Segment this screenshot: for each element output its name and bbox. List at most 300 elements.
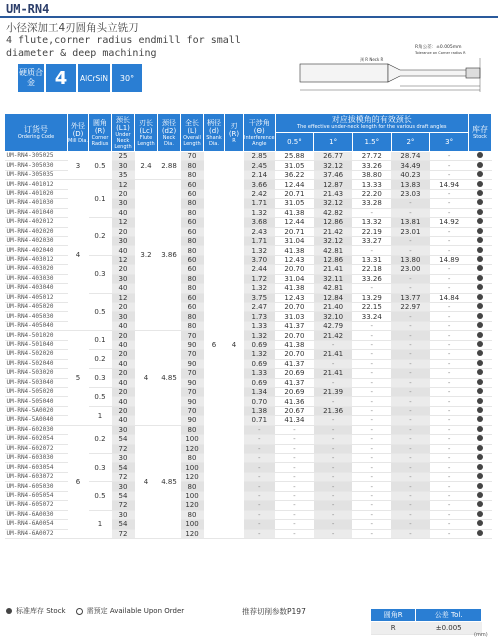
neck-length: 40 bbox=[112, 340, 135, 349]
interference-angle: - bbox=[244, 472, 276, 481]
eff-len-2: 13.81 bbox=[391, 218, 430, 227]
ordering-code: UM-RN4-403020 bbox=[5, 265, 68, 274]
table-row[interactable] bbox=[5, 331, 492, 340]
stock-dot-icon bbox=[477, 162, 483, 168]
stock-dot-icon bbox=[477, 284, 483, 290]
eff-len-1: - bbox=[314, 378, 353, 387]
tol-head-tol: 公差 Tol. bbox=[416, 609, 482, 622]
eff-len-15: 22.18 bbox=[352, 265, 391, 274]
stock-dot-icon bbox=[477, 303, 483, 309]
stock-dot-icon bbox=[477, 190, 483, 196]
col-code: 订货号 Ordering Code bbox=[5, 114, 68, 152]
eff-len-15: - bbox=[352, 482, 391, 491]
eff-len-1: - bbox=[314, 472, 353, 481]
corner-radius: 0.3 bbox=[89, 454, 112, 482]
eff-len-1: 21.41 bbox=[314, 265, 353, 274]
interference-angle: 1.38 bbox=[244, 406, 276, 415]
mill-dia: 6 bbox=[68, 425, 89, 538]
ordering-code: UM-RN4-603072 bbox=[5, 472, 68, 481]
coating-badge: AlCrSiN bbox=[78, 64, 110, 92]
neck-length: 20 bbox=[112, 387, 135, 396]
eff-len-2: - bbox=[391, 510, 430, 519]
eff-len-2: 23.00 bbox=[391, 265, 430, 274]
eff-len-2: - bbox=[391, 444, 430, 453]
eff-len-05: 41.38 bbox=[275, 208, 314, 217]
overall-length: 60 bbox=[181, 180, 204, 189]
ordering-code: UM-RN4-305035 bbox=[5, 170, 68, 179]
interference-angle: - bbox=[244, 510, 276, 519]
stock-dot-icon bbox=[477, 313, 483, 319]
eff-len-2: - bbox=[391, 435, 430, 444]
eff-len-3: - bbox=[430, 463, 469, 472]
flute-r: 4 bbox=[225, 152, 244, 539]
interference-angle: 1.33 bbox=[244, 321, 276, 330]
eff-len-05: 20.67 bbox=[275, 406, 314, 415]
stock-dot-icon bbox=[477, 454, 483, 460]
legend-order: 需预定 Available Upon Order bbox=[86, 607, 185, 615]
stock-cell bbox=[469, 350, 492, 359]
stock-cell bbox=[469, 340, 492, 349]
eff-len-3: - bbox=[430, 406, 469, 415]
interference-angle: 0.70 bbox=[244, 397, 276, 406]
eff-len-05: 31.04 bbox=[275, 236, 314, 245]
table-row[interactable] bbox=[5, 152, 492, 161]
overall-length: 80 bbox=[181, 312, 204, 321]
eff-len-05: 31.05 bbox=[275, 199, 314, 208]
eff-len-1: - bbox=[314, 529, 353, 538]
overall-length: 90 bbox=[181, 340, 204, 349]
ordering-code: UM-RN4-405030 bbox=[5, 312, 68, 321]
eff-len-1: 12.84 bbox=[314, 293, 353, 302]
stock-cell bbox=[469, 227, 492, 236]
stock-dot-icon bbox=[477, 294, 483, 300]
col-theta: 干涉角 (Θ) Interference Angle bbox=[244, 114, 276, 152]
neck-length: 30 bbox=[112, 236, 135, 245]
eff-len-2: - bbox=[391, 340, 430, 349]
interference-angle: - bbox=[244, 520, 276, 529]
eff-len-1: 21.41 bbox=[314, 369, 353, 378]
corner-radius: 0.2 bbox=[89, 218, 112, 256]
stock-dot-icon bbox=[477, 473, 483, 479]
neck-length: 12 bbox=[112, 218, 135, 227]
interference-angle: 2.42 bbox=[244, 189, 276, 198]
unit-label: (mm) bbox=[474, 632, 488, 638]
eff-len-3: - bbox=[430, 444, 469, 453]
eff-len-05: 20.71 bbox=[275, 227, 314, 236]
eff-len-1: - bbox=[314, 501, 353, 510]
col-stock: 库存 Stock bbox=[469, 114, 492, 152]
eff-len-3: - bbox=[430, 491, 469, 500]
eff-len-05: 41.36 bbox=[275, 397, 314, 406]
stock-cell bbox=[469, 152, 492, 161]
stock-cell bbox=[469, 369, 492, 378]
col-rr: 刃 (R) R bbox=[225, 114, 244, 152]
stock-cell bbox=[469, 189, 492, 198]
overall-length: 60 bbox=[181, 227, 204, 236]
eff-len-05: - bbox=[275, 425, 314, 434]
overall-length: 60 bbox=[181, 265, 204, 274]
overall-length: 80 bbox=[181, 208, 204, 217]
neck-length: 40 bbox=[112, 321, 135, 330]
eff-len-15: - bbox=[352, 378, 391, 387]
stock-cell bbox=[469, 529, 492, 538]
interference-angle: 1.71 bbox=[244, 236, 276, 245]
overall-length: 80 bbox=[181, 425, 204, 434]
eff-len-05: - bbox=[275, 529, 314, 538]
overall-length: 70 bbox=[181, 369, 204, 378]
col-angle-05: 0.5° bbox=[275, 133, 314, 152]
eff-len-2: 40.23 bbox=[391, 170, 430, 179]
neck-length: 30 bbox=[112, 482, 135, 491]
interference-angle: 1.34 bbox=[244, 387, 276, 396]
eff-len-3: 14.92 bbox=[430, 218, 469, 227]
stock-dot-icon bbox=[477, 398, 483, 404]
stock-dot-icon bbox=[477, 171, 483, 177]
ordering-code: UM-RN4-503040 bbox=[5, 378, 68, 387]
eff-len-05: 41.37 bbox=[275, 359, 314, 368]
interference-angle: 1.72 bbox=[244, 274, 276, 283]
eff-len-15: - bbox=[352, 397, 391, 406]
eff-len-15: - bbox=[352, 359, 391, 368]
neck-length: 30 bbox=[112, 199, 135, 208]
corner-radius: 0.2 bbox=[89, 350, 112, 369]
interference-angle: 2.43 bbox=[244, 227, 276, 236]
stock-cell bbox=[469, 444, 492, 453]
eff-len-15: 22.20 bbox=[352, 189, 391, 198]
eff-len-15: - bbox=[352, 416, 391, 425]
eff-len-1: - bbox=[314, 520, 353, 529]
neck-length: 20 bbox=[112, 303, 135, 312]
eff-len-3: - bbox=[430, 265, 469, 274]
overall-length: 90 bbox=[181, 416, 204, 425]
interference-angle: - bbox=[244, 435, 276, 444]
overall-length: 80 bbox=[181, 170, 204, 179]
ordering-code: UM-RN4-605030 bbox=[5, 482, 68, 491]
eff-len-15: - bbox=[352, 472, 391, 481]
eff-len-3: - bbox=[430, 416, 469, 425]
ordering-code: UM-RN4-402020 bbox=[5, 227, 68, 236]
eff-len-05: 20.70 bbox=[275, 331, 314, 340]
eff-len-1: 21.39 bbox=[314, 387, 353, 396]
eff-len-05: 31.05 bbox=[275, 161, 314, 170]
overall-length: 70 bbox=[181, 350, 204, 359]
eff-len-3: - bbox=[430, 397, 469, 406]
mill-dia: 4 bbox=[68, 180, 89, 331]
stock-cell bbox=[469, 284, 492, 293]
overall-length: 100 bbox=[181, 435, 204, 444]
eff-len-15: - bbox=[352, 331, 391, 340]
neck-length: 40 bbox=[112, 208, 135, 217]
ordering-code: UM-RN4-502020 bbox=[5, 350, 68, 359]
drawing-neck-label: 颈 R Neck R bbox=[360, 57, 384, 62]
stock-dot-icon bbox=[477, 350, 483, 356]
stock-dot-icon bbox=[477, 530, 483, 536]
stock-dot-icon bbox=[477, 199, 483, 205]
interference-angle: 0.69 bbox=[244, 359, 276, 368]
neck-length: 40 bbox=[112, 378, 135, 387]
overall-length: 80 bbox=[181, 510, 204, 519]
eff-len-15: - bbox=[352, 444, 391, 453]
eff-len-2: - bbox=[391, 454, 430, 463]
interference-angle: 2.47 bbox=[244, 303, 276, 312]
overall-length: 80 bbox=[181, 284, 204, 293]
ordering-code: UM-RN4-603030 bbox=[5, 454, 68, 463]
table-row[interactable] bbox=[5, 425, 492, 434]
overall-length: 120 bbox=[181, 444, 204, 453]
eff-len-15: - bbox=[352, 284, 391, 293]
ordering-code: UM-RN4-401040 bbox=[5, 208, 68, 217]
ordering-code: UM-RN4-402030 bbox=[5, 236, 68, 245]
corner-radius: 0.5 bbox=[89, 482, 112, 510]
ordering-code: UM-RN4-602054 bbox=[5, 435, 68, 444]
stock-cell bbox=[469, 501, 492, 510]
eff-len-05: - bbox=[275, 444, 314, 453]
eff-len-1: - bbox=[314, 359, 353, 368]
neck-length: 12 bbox=[112, 255, 135, 264]
eff-len-15: 33.27 bbox=[352, 236, 391, 245]
stock-cell bbox=[469, 454, 492, 463]
neck-length: 72 bbox=[112, 501, 135, 510]
eff-len-1: - bbox=[314, 416, 353, 425]
eff-len-1: - bbox=[314, 444, 353, 453]
eff-len-05: 12.44 bbox=[275, 180, 314, 189]
cutting-reference: 推荐切削参数P197 bbox=[242, 607, 306, 616]
eff-len-05: 12.43 bbox=[275, 293, 314, 302]
stock-dot-icon bbox=[477, 218, 483, 224]
eff-len-3: - bbox=[430, 303, 469, 312]
overall-length: 120 bbox=[181, 501, 204, 510]
stock-dot-icon bbox=[477, 341, 483, 347]
neck-length: 40 bbox=[112, 246, 135, 255]
eff-len-1: 42.79 bbox=[314, 321, 353, 330]
overall-length: 60 bbox=[181, 303, 204, 312]
ordering-code: UM-RN4-6A0030 bbox=[5, 510, 68, 519]
interference-angle: 2.85 bbox=[244, 152, 276, 161]
ordering-code: UM-RN4-403012 bbox=[5, 255, 68, 264]
col-effective-group: 对应拔模角的有效颈长 The effective under-neck length for the various draft angles bbox=[275, 114, 468, 133]
col-lc: 刃长 (Lc) Flute Length bbox=[135, 114, 158, 152]
stock-cell bbox=[469, 246, 492, 255]
legend-stock: 标准库存 Stock bbox=[16, 607, 66, 615]
neck-length: 30 bbox=[112, 425, 135, 434]
eff-len-15: - bbox=[352, 510, 391, 519]
eff-len-05: 12.43 bbox=[275, 255, 314, 264]
stock-dot-icon bbox=[477, 407, 483, 413]
eff-len-3: - bbox=[430, 482, 469, 491]
stock-cell bbox=[469, 482, 492, 491]
eff-len-05: 20.70 bbox=[275, 350, 314, 359]
eff-len-1: 21.36 bbox=[314, 406, 353, 415]
eff-len-1: 32.12 bbox=[314, 199, 353, 208]
stock-dot-icon bbox=[477, 426, 483, 432]
interference-angle: - bbox=[244, 482, 276, 491]
neck-length: 40 bbox=[112, 284, 135, 293]
corner-radius: 0.3 bbox=[89, 255, 112, 293]
eff-len-3: - bbox=[430, 340, 469, 349]
stock-dot-icon bbox=[477, 388, 483, 394]
interference-angle: 1.73 bbox=[244, 312, 276, 321]
tol-value: ±0.005 bbox=[416, 622, 482, 635]
ordering-code: UM-RN4-603054 bbox=[5, 463, 68, 472]
eff-len-1: 42.81 bbox=[314, 284, 353, 293]
eff-len-2: - bbox=[391, 463, 430, 472]
eff-len-15: - bbox=[352, 350, 391, 359]
stock-cell bbox=[469, 397, 492, 406]
overall-length: 80 bbox=[181, 199, 204, 208]
eff-len-3: - bbox=[430, 387, 469, 396]
stock-dot-icon bbox=[477, 501, 483, 507]
eff-len-1: - bbox=[314, 463, 353, 472]
stock-cell bbox=[469, 378, 492, 387]
overall-length: 120 bbox=[181, 472, 204, 481]
eff-len-05: 20.69 bbox=[275, 369, 314, 378]
col-angle-1: 1° bbox=[314, 133, 353, 152]
interference-angle: - bbox=[244, 501, 276, 510]
col-angle-3: 3° bbox=[430, 133, 469, 152]
eff-len-2: 13.80 bbox=[391, 255, 430, 264]
eff-len-2: 13.83 bbox=[391, 180, 430, 189]
eff-len-05: 20.70 bbox=[275, 265, 314, 274]
eff-len-2: 28.74 bbox=[391, 152, 430, 161]
flute-shape bbox=[466, 68, 480, 78]
eff-len-05: 25.88 bbox=[275, 152, 314, 161]
eff-len-1: 12.86 bbox=[314, 255, 353, 264]
tolerance-table bbox=[370, 608, 482, 635]
eff-len-2: - bbox=[391, 321, 430, 330]
shank-dia: 6 bbox=[204, 152, 225, 539]
stock-cell bbox=[469, 180, 492, 189]
flute-count-badge: 4 bbox=[46, 64, 76, 92]
interference-angle: 1.32 bbox=[244, 284, 276, 293]
interference-angle: - bbox=[244, 454, 276, 463]
eff-len-05: 41.37 bbox=[275, 378, 314, 387]
eff-len-05: - bbox=[275, 454, 314, 463]
ordering-code: UM-RN4-6A0072 bbox=[5, 529, 68, 538]
eff-len-1: - bbox=[314, 425, 353, 434]
drawing-tol-label: R角公差：±0.005mm bbox=[415, 45, 462, 50]
corner-radius: 0.5 bbox=[89, 293, 112, 331]
eff-len-2: - bbox=[391, 350, 430, 359]
eff-len-15: - bbox=[352, 463, 391, 472]
stock-cell bbox=[469, 510, 492, 519]
eff-len-2: - bbox=[391, 472, 430, 481]
neck-shape bbox=[388, 64, 470, 82]
flute-length: 3.2 bbox=[135, 180, 158, 331]
stock-dot-icon bbox=[477, 369, 483, 375]
eff-len-2: - bbox=[391, 397, 430, 406]
neck-length: 54 bbox=[112, 491, 135, 500]
neck-length: 25 bbox=[112, 152, 135, 161]
eff-len-05: - bbox=[275, 463, 314, 472]
neck-length: 72 bbox=[112, 529, 135, 538]
tol-head-r: 圆角R bbox=[371, 609, 416, 622]
eff-len-3: - bbox=[430, 227, 469, 236]
eff-len-3: - bbox=[430, 369, 469, 378]
overall-length: 90 bbox=[181, 359, 204, 368]
ordering-code: UM-RN4-505020 bbox=[5, 387, 68, 396]
col-l: 全长 (L) Overall Length bbox=[181, 114, 204, 152]
neck-length: 20 bbox=[112, 406, 135, 415]
interference-angle: 3.75 bbox=[244, 293, 276, 302]
eff-len-15: - bbox=[352, 208, 391, 217]
eff-len-15: - bbox=[352, 321, 391, 330]
eff-len-2: - bbox=[391, 378, 430, 387]
drawing-tol-label-en: Tolerance on Corner radius R bbox=[415, 51, 466, 55]
eff-len-3: - bbox=[430, 208, 469, 217]
eff-len-3: - bbox=[430, 425, 469, 434]
title-underline bbox=[0, 16, 498, 18]
eff-len-1: 21.42 bbox=[314, 331, 353, 340]
eff-len-15: - bbox=[352, 435, 391, 444]
stock-cell bbox=[469, 387, 492, 396]
neck-length: 30 bbox=[112, 454, 135, 463]
table-row[interactable] bbox=[5, 180, 492, 189]
eff-len-1: 26.77 bbox=[314, 152, 353, 161]
eff-len-1: 21.42 bbox=[314, 227, 353, 236]
interference-angle: - bbox=[244, 444, 276, 453]
neck-dia: 3.86 bbox=[158, 180, 181, 331]
neck-length: 40 bbox=[112, 359, 135, 368]
ordering-code: UM-RN4-503020 bbox=[5, 369, 68, 378]
stock-dot-icon bbox=[477, 247, 483, 253]
interference-angle: - bbox=[244, 491, 276, 500]
stock-cell bbox=[469, 255, 492, 264]
eff-len-05: - bbox=[275, 472, 314, 481]
eff-len-05: 31.04 bbox=[275, 274, 314, 283]
neck-length: 30 bbox=[112, 274, 135, 283]
ordering-code: UM-RN4-403040 bbox=[5, 284, 68, 293]
flute-length: 4 bbox=[135, 425, 158, 538]
overall-length: 70 bbox=[181, 331, 204, 340]
eff-len-3: - bbox=[430, 161, 469, 170]
eff-len-15: - bbox=[352, 491, 391, 500]
eff-len-2: - bbox=[391, 312, 430, 321]
eff-len-15: 38.80 bbox=[352, 170, 391, 179]
col-r: 圆角 (R) Corner Radius bbox=[89, 114, 112, 152]
stock-cell bbox=[469, 359, 492, 368]
ordering-code: UM-RN4-502040 bbox=[5, 359, 68, 368]
eff-len-15: 22.19 bbox=[352, 227, 391, 236]
eff-len-2: - bbox=[391, 369, 430, 378]
ordering-code: UM-RN4-401012 bbox=[5, 180, 68, 189]
eff-len-1: - bbox=[314, 397, 353, 406]
product-title: UM-RN4 bbox=[6, 2, 50, 16]
subtitle-en-line-1: 4 flute,corner radius endmill for small bbox=[6, 35, 241, 46]
material-badge: 硬质合金 bbox=[18, 64, 44, 92]
corner-radius: 0.5 bbox=[89, 387, 112, 406]
overall-length: 70 bbox=[181, 152, 204, 161]
eff-len-2: - bbox=[391, 208, 430, 217]
neck-length: 12 bbox=[112, 180, 135, 189]
stock-dot-icon bbox=[6, 608, 12, 614]
interference-angle: 1.32 bbox=[244, 246, 276, 255]
stock-cell bbox=[469, 331, 492, 340]
stock-cell bbox=[469, 312, 492, 321]
eff-len-2: - bbox=[391, 359, 430, 368]
eff-len-2: - bbox=[391, 482, 430, 491]
eff-len-15: 33.26 bbox=[352, 161, 391, 170]
eff-len-2: 13.77 bbox=[391, 293, 430, 302]
neck-length: 54 bbox=[112, 463, 135, 472]
eff-len-3: - bbox=[430, 236, 469, 245]
eff-len-1: 21.41 bbox=[314, 350, 353, 359]
eff-len-3: - bbox=[430, 199, 469, 208]
stock-cell bbox=[469, 491, 492, 500]
stock-dot-icon bbox=[477, 322, 483, 328]
corner-radius: 0.2 bbox=[89, 425, 112, 453]
corner-radius: 1 bbox=[89, 406, 112, 425]
neck-length: 30 bbox=[112, 161, 135, 170]
